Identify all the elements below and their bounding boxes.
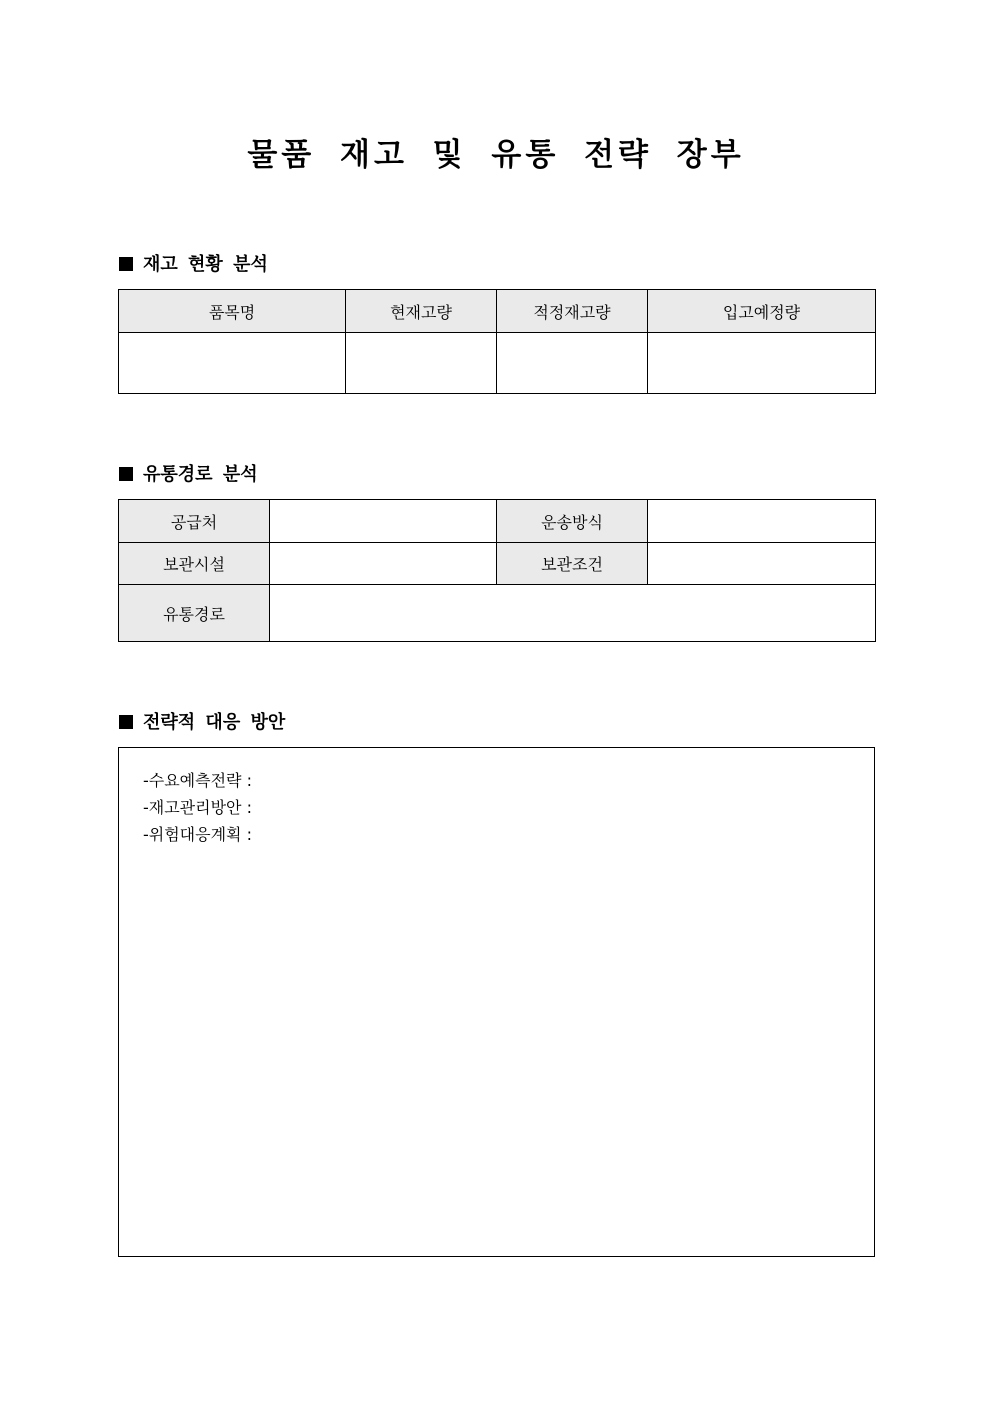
distribution-table: [118, 499, 876, 642]
strategy-text-area[interactable]: [118, 747, 875, 1257]
supplier-label: 공급처: [119, 500, 270, 543]
table-row: [119, 333, 876, 394]
document-title: 물품 재고 및 유통 전략 장부: [247, 137, 745, 173]
table-row: [119, 543, 876, 585]
column-header-scheduled-receipt: 입고예정량: [648, 290, 876, 333]
current-stock-cell[interactable]: [346, 333, 497, 394]
square-bullet-icon: [119, 715, 133, 729]
transport-method-value-cell[interactable]: [648, 500, 876, 543]
scheduled-receipt-cell[interactable]: [648, 333, 876, 394]
table-row: [119, 500, 876, 543]
storage-facility-label: 보관시설: [119, 543, 270, 585]
column-header-optimal-stock: 적정재고량: [497, 290, 648, 333]
inventory-section-heading: [119, 253, 268, 277]
inventory-table: [118, 289, 876, 394]
inventory-section-title: 재고 현황 분석: [143, 254, 268, 275]
transport-method-label: 운송방식: [497, 500, 648, 543]
strategy-list: [143, 767, 252, 848]
storage-facility-value-cell[interactable]: [270, 543, 497, 585]
inventory-management-plan-line: -재고관리방안 :: [143, 798, 252, 817]
supplier-value-cell[interactable]: [270, 500, 497, 543]
item-name-cell[interactable]: [119, 333, 346, 394]
storage-condition-value-cell[interactable]: [648, 543, 876, 585]
strategy-section-title: 전략적 대응 방안: [143, 712, 286, 733]
demand-forecast-strategy-line: -수요예측전략 :: [143, 771, 252, 790]
distribution-section-heading: [119, 463, 258, 487]
distribution-section-title: 유통경로 분석: [143, 464, 258, 485]
risk-response-plan-line: -위험대응계획 :: [143, 825, 252, 844]
table-row: [119, 585, 876, 642]
square-bullet-icon: [119, 257, 133, 271]
square-bullet-icon: [119, 467, 133, 481]
distribution-route-value-cell[interactable]: [270, 585, 876, 642]
column-header-item-name: 품목명: [119, 290, 346, 333]
storage-condition-label: 보관조건: [497, 543, 648, 585]
optimal-stock-cell[interactable]: [497, 333, 648, 394]
distribution-route-label: 유통경로: [119, 585, 270, 642]
inventory-header-row: [119, 290, 876, 333]
column-header-current-stock: 현재고량: [346, 290, 497, 333]
strategy-section-heading: [119, 711, 285, 735]
